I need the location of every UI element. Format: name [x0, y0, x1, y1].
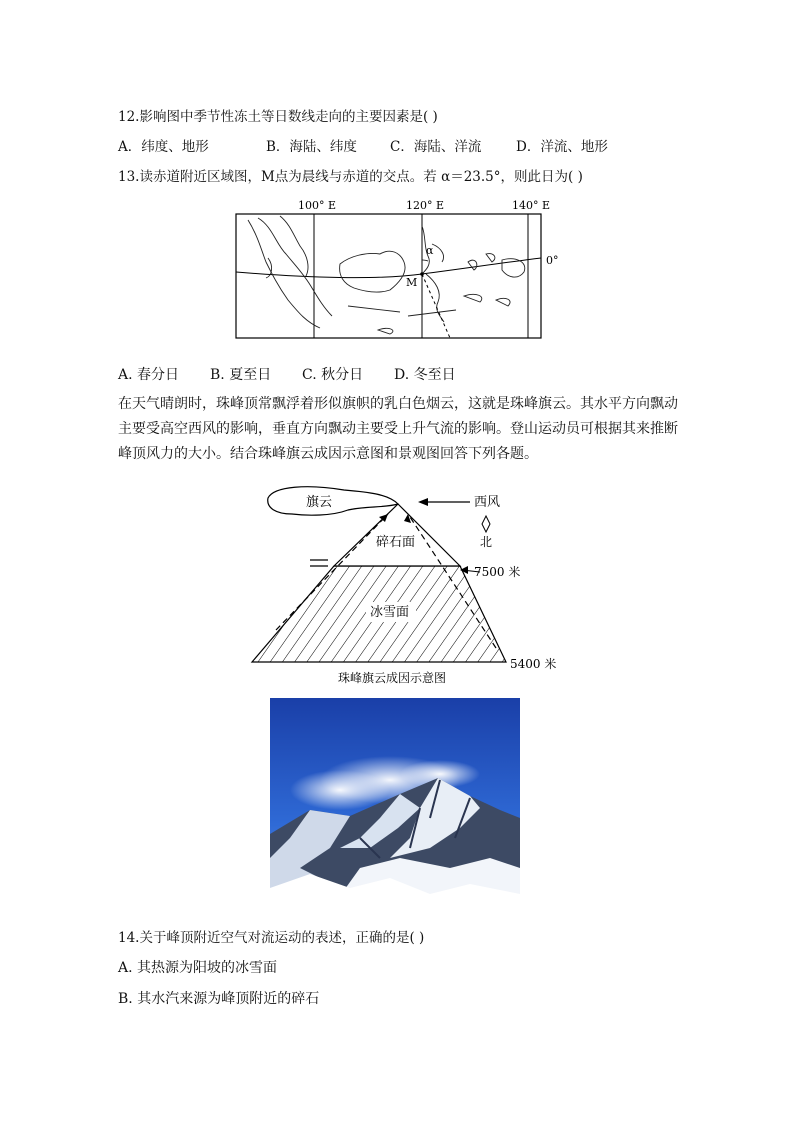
q13-options	[118, 364, 456, 384]
q12-stem: 12.影响图中季节性冻土等日数线走向的主要因素是( )	[118, 109, 438, 125]
everest-photo	[270, 698, 520, 910]
q13-option-c: C. 秋分日	[302, 367, 364, 383]
q13-option-a: A. 春分日	[118, 367, 180, 383]
angle-arc	[422, 260, 428, 261]
flag-cloud	[268, 487, 398, 515]
q14-stem: 14.关于峰顶附近空气对流运动的表述，正确的是( )	[118, 930, 425, 946]
intro-paragraph: 在天气晴朗时，珠峰顶常飘浮着形似旗帜的乳白色烟云，这就是珠峰旗云。其水平方向飘动主要受高空西风的影响，垂直方向飘动主要受上升气流的影响。登山运动员可根据其来推断峰顶风力的大小。结合珠峰旗云成因示意图和景观图回答下列各题。	[118, 396, 678, 462]
equator-line	[236, 258, 541, 278]
q13-option-d: D. 冬至日	[394, 367, 456, 383]
lon-label-100: 100° E	[298, 199, 337, 212]
q14-option-a: A. 其热源为阳坡的冰雪面	[118, 960, 278, 976]
q12-option-d: D．洋流、地形	[516, 139, 608, 155]
diagram-caption: 珠峰旗云成因示意图	[338, 671, 447, 685]
alt-high-label: 7500 米	[474, 565, 521, 579]
q13-stem: 13.读赤道附近区域图，M点为晨线与赤道的交点。若 α＝23.5°，则此日为( )	[118, 169, 583, 185]
terminator-line	[422, 274, 450, 338]
cloud-label: 旗云	[306, 495, 333, 510]
q12-options	[118, 135, 608, 155]
wind-label: 西风	[474, 495, 501, 510]
q12-option-c: C．海陆、洋流	[390, 139, 482, 155]
q12-option-a: A．纬度、地形	[118, 139, 209, 155]
flag-cloud-diagram	[248, 484, 588, 690]
north-label: 北	[480, 535, 493, 549]
angle-label: α	[426, 244, 434, 257]
north-arrow-icon	[482, 516, 490, 532]
point-m-label: M	[406, 276, 418, 289]
q13-option-b: B. 夏至日	[210, 367, 272, 383]
rock-label: 碎石面	[376, 535, 416, 550]
equator-label: 0°	[546, 254, 559, 267]
q14-option-b: B. 其水汽来源为峰顶附近的碎石	[118, 991, 320, 1007]
point-m	[420, 272, 424, 276]
lon-label-120: 120° E	[406, 199, 445, 212]
q12-option-b: B．海陆、纬度	[266, 139, 357, 155]
snow-label: 冰雪面	[370, 605, 410, 620]
coastlines	[248, 216, 525, 334]
alt-low-label: 5400 米	[510, 657, 557, 671]
equator-map	[228, 196, 568, 356]
lon-label-140: 140° E	[512, 199, 551, 212]
